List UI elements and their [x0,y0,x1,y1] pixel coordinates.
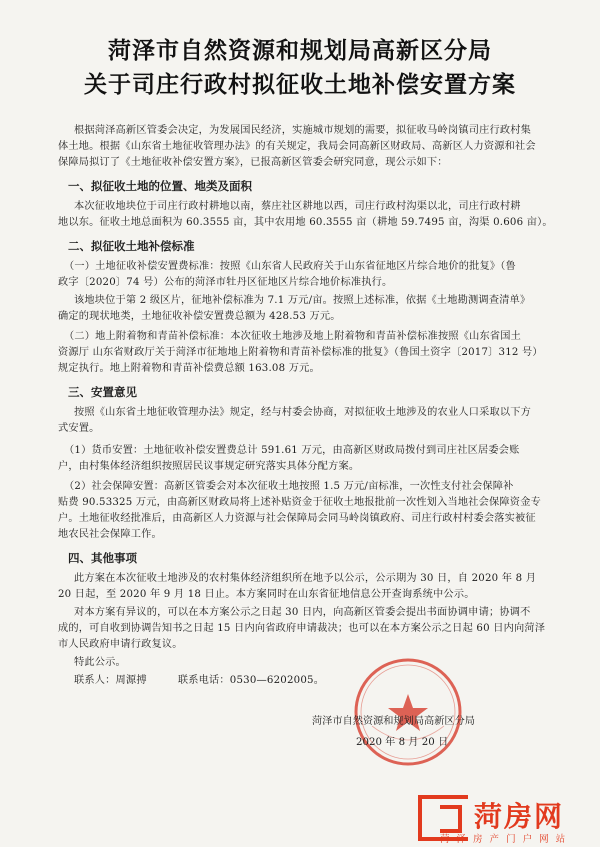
intro-line: 根据菏泽高新区管委会决定，为发展国民经济，实施城市规划的需要，拟征收马岭岗镇司庄行政村集 [74,125,532,136]
signature-organization: 菏泽市自然资源和规划局高新区分局 [312,716,475,727]
body-line: 确定的现状地类，土地征收补偿安置费总额为 428.53 万元。 [58,311,341,322]
document-title-line-2: 关于司庄行政村拟征收土地补偿安置方案 [84,72,516,98]
contact-line: 联系人：周源搏 联系电话：0530—6202005。 [74,675,325,686]
section-heading-compensation: 二、拟征收土地补偿标准 [68,239,195,253]
site-watermark-logo [418,795,593,843]
closing-line: 特此公示。 [74,657,126,668]
body-line: 该地块位于第 2 级区片，征地补偿标准为 7.1 万元/亩。按照上述标准，依据《土地勘测调查清单》 [74,295,531,306]
body-line: 此方案在本次征收土地涉及的农村集体经济组织所在地予以公示，公示期为 30 日，自 2020 年 8 月 [74,573,537,584]
body-line: 成的，可自收到协调告知书之日起 15 日内向省政府申请裁决；也可以在本方案公示之日起 60 日内向菏泽 [58,623,546,634]
body-line: 政字〔2020〕74 号）公布的菏泽市牡丹区征地区片综合地价标准执行。 [58,277,393,288]
body-line: 户，由村集体经济组织按照居民议事规定研究落实具体分配方案。 [58,461,360,472]
body-line: （一）土地征收补偿安置费标准：按照《山东省人民政府关于山东省征地区片综合地价的批复》（鲁 [64,261,516,272]
body-line: （二）地上附着物和青苗补偿标准：本次征收土地涉及地上附着物和青苗补偿标准按照《山东省国土 [64,331,522,342]
body-line: 20 日起，至 2020 年 9 月 18 日止。本方案同时在山东省征地信息公开查询系统中公示。 [58,589,475,600]
intro-line: 保障局拟订了《土地征收补偿安置方案》，已报高新区管委会研究同意，现公示如下： [58,157,448,168]
body-line: （1）货币安置：土地征收补偿安置费总计 591.61 万元，由高新区财政局拨付到司庄社区居委会账 [64,445,520,456]
body-line: 地农民社会保障工作。 [58,529,162,540]
body-line: （2）社会保障安置：高新区管委会对本次征收土地按照 1.5 万元/亩标准，一次性支付社会保障补 [64,481,514,492]
document-title-line-1: 菏泽市自然资源和规划局高新区分局 [108,38,492,64]
signature-date: 2020 年 8 月 20 日 [356,737,449,748]
body-line: 资源厅 山东省财政厅关于菏泽市征地地上附着物和青苗补偿标准的批复》（鲁国土资字〔2017〕312 号） [58,347,543,358]
body-line: 户。土地征收经批准后，由高新区人力资源与社会保障局会同马岭岗镇政府、司庄行政村村委会落实被征 [58,513,536,524]
section-heading-other-matters: 四、其他事项 [68,551,137,565]
body-line: 地以东。征收土地总面积为 60.3555 亩，其中农用地 60.3555 亩（耕地 59.7495 亩，沟渠 0.606 亩）。 [58,217,553,228]
body-line: 式安置。 [58,423,100,434]
intro-line: 体土地。根据《山东省土地征收管理办法》的有关规定，我局会同高新区财政局、高新区人力资源和社会 [58,141,536,152]
body-line: 市人民政府申请行政复议。 [58,639,183,650]
body-line: 贴费 90.53325 万元，由高新区财政局将上述补贴资金于征收土地报批前一次性划入当地社会保障资金专 [58,497,541,508]
body-line: 按照《山东省土地征收管理办法》规定，经与村委会协商，对拟征收土地涉及的农业人口采取以下方 [74,407,532,418]
section-heading-location: 一、拟征收土地的位置、地类及面积 [68,179,252,193]
body-line: 对本方案有异议的，可以在本方案公示之日起 30 日内，向高新区管委会提出书面协调申请；协调不 [74,607,531,618]
section-heading-resettlement: 三、安置意见 [68,385,137,399]
body-line: 规定执行。地上附着物和青苗补偿费总额 163.08 万元。 [58,363,320,374]
watermark-site-name: 菏房网 [474,800,565,833]
watermark-tagline: 菏 泽 房 产 门 户 网 站 [440,834,568,845]
body-line: 本次征收地块位于司庄行政村耕地以南，蔡庄社区耕地以西，司庄行政村沟渠以北，司庄行政村耕 [74,201,521,212]
